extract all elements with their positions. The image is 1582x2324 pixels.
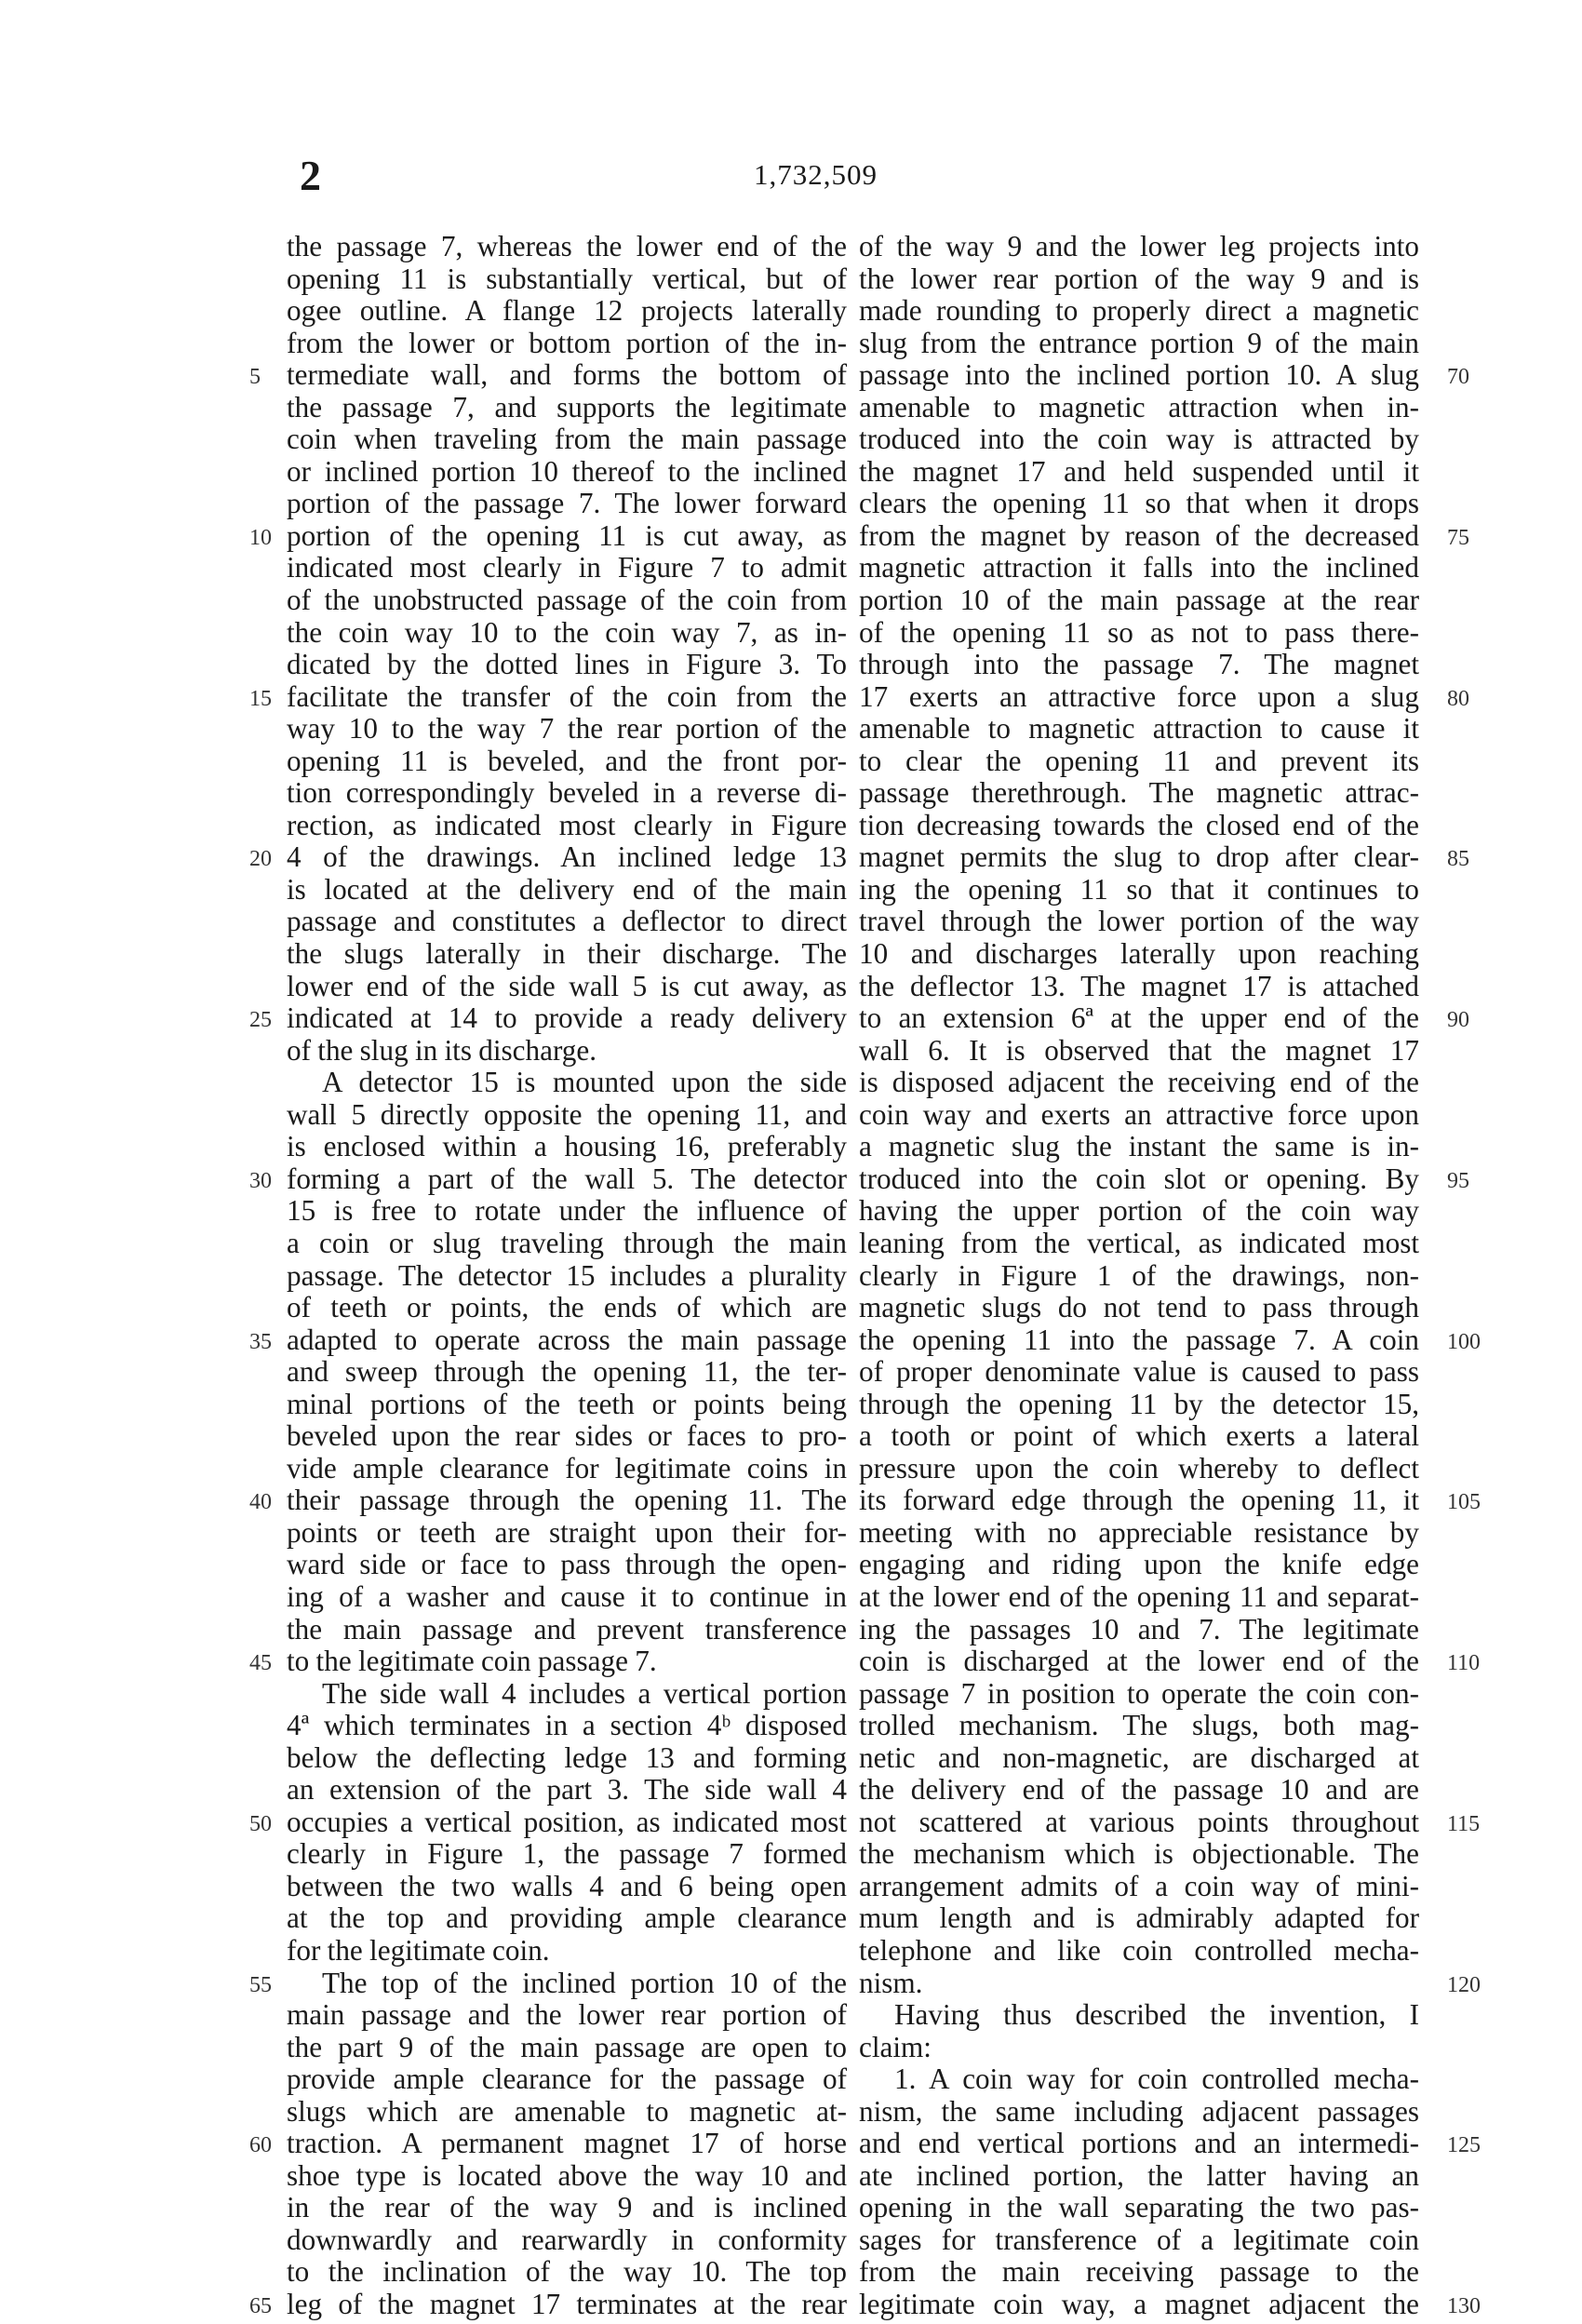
text-line: or inclined portion 10 thereof to the inclined (287, 454, 847, 488)
text-line: clearly in Figure 1, the passage 7 formed (287, 1837, 847, 1871)
margin-line-number: 5 (249, 365, 261, 390)
text-line: of the opening 11 so as not to pass there- (859, 615, 1419, 649)
margin-line-number: 85 (1447, 847, 1469, 872)
margin-line-number: 95 (1447, 1168, 1469, 1193)
text-line: way 10 to the way 7 the rear portion of the (287, 712, 847, 746)
text-line: termediate wall, and forms the bottom of (287, 358, 847, 392)
text-line: magnetic slugs do not tend to pass through (859, 1291, 1419, 1324)
text-line: tion correspondingly beveled in a reverse di- (287, 776, 847, 810)
margin-line-number: 90 (1447, 1008, 1469, 1033)
text-line: wall 5 directly opposite the opening 11, and (287, 1097, 847, 1131)
text-line: the lower rear portion of the way 9 and is (859, 262, 1419, 295)
text-line: 17 exerts an attractive force upon a slug (859, 679, 1419, 713)
text-line: to an extension 6ª at the upper end of the (859, 1001, 1419, 1035)
margin-line-number: 110 (1447, 1651, 1481, 1676)
text-line: magnetic attraction it falls into the inclined (859, 551, 1419, 584)
text-line: troduced into the coin way is attracted by (859, 423, 1419, 456)
text-line: coin when traveling from the main passage (287, 423, 847, 456)
text-line: the coin way 10 to the coin way 7, as in- (287, 615, 847, 649)
text-line: the passage 7, whereas the lower end of the (287, 230, 847, 262)
right-text-column (859, 231, 1419, 2321)
text-line: the deflector 13. The magnet 17 is attached (859, 969, 1419, 1002)
text-line: their passage through the opening 11. The (287, 1484, 847, 1517)
text-line: travel through the lower portion of the way (859, 905, 1419, 938)
margin-line-number: 15 (249, 686, 272, 711)
text-line: portion of the opening 11 is cut away, as (287, 518, 847, 552)
text-line: opening in the wall separating the two pas- (859, 2191, 1419, 2224)
text-line: engaging and riding upon the knife edge (859, 1548, 1419, 1581)
text-line: telephone and like coin controlled mecha- (859, 1933, 1419, 1967)
text-line: the passage 7, and supports the legitimate (287, 390, 847, 423)
margin-line-number: 100 (1447, 1329, 1481, 1354)
text-line: meeting with no appreciable resistance by (859, 1515, 1419, 1549)
text-line: the magnet 17 and held suspended until it (859, 454, 1419, 488)
text-line: beveled upon the rear sides or faces to pro- (287, 1419, 847, 1453)
text-line: a coin or slug traveling through the main (287, 1226, 847, 1259)
text-line: a magnetic slug the instant the same is in- (859, 1130, 1419, 1163)
text-line: provide ample clearance for the passage of (287, 2062, 847, 2096)
text-line: legitimate coin way, a magnet adjacent the (859, 2288, 1419, 2320)
text-line: traction. A permanent magnet 17 of horse (287, 2127, 847, 2160)
text-line: having the upper portion of the coin way (859, 1194, 1419, 1228)
text-line: its forward edge through the opening 11, it (859, 1484, 1419, 1517)
text-line: nism. (859, 1966, 923, 1999)
margin-line-number: 25 (249, 1008, 272, 1033)
text-line: between the two walls 4 and 6 being open (287, 1869, 847, 1902)
margin-line-number: 130 (1447, 2294, 1481, 2319)
text-line: the slugs laterally in their discharge. The (287, 937, 847, 971)
text-line: in the rear of the way 9 and is inclined (287, 2191, 847, 2224)
text-line: downwardly and rearwardly in conformity (287, 2223, 847, 2256)
text-line: the part 9 of the main passage are open to (287, 2030, 847, 2063)
text-line: the opening 11 into the passage 7. A coin (859, 1323, 1419, 1356)
text-line: the main passage and prevent transference (287, 1612, 847, 1646)
text-line: for the legitimate coin. (287, 1933, 550, 1967)
text-line: is enclosed within a housing 16, preferably (287, 1130, 847, 1163)
text-line: The top of the inclined portion 10 of the (322, 1966, 847, 1999)
text-line: passage into the inclined portion 10. A slug (859, 358, 1419, 392)
text-line: at the top and providing ample clearance (287, 1901, 847, 1935)
text-line: passage and constitutes a deflector to direct (287, 905, 847, 938)
text-line: facilitate the transfer of the coin from the (287, 679, 847, 713)
text-line: through into the passage 7. The magnet (859, 648, 1419, 681)
text-line: mum length and is admirably adapted for (859, 1901, 1419, 1935)
text-line: from the main receiving passage to the (859, 2255, 1419, 2289)
text-line: ing the opening 11 so that it continues to (859, 872, 1419, 906)
text-line: sages for transference of a legitimate coin (859, 2223, 1419, 2256)
text-line: below the deflecting ledge 13 and forming (287, 1740, 847, 1774)
margin-line-number: 50 (249, 1811, 272, 1836)
margin-line-number: 20 (249, 847, 272, 872)
text-line: tion decreasing towards the closed end of the (859, 808, 1419, 841)
text-line: portion 10 of the main passage at the rear (859, 584, 1419, 617)
text-line: amenable to magnetic attraction when in- (859, 390, 1419, 423)
text-line: ward side or face to pass through the open- (287, 1548, 847, 1581)
text-line: points or teeth are straight upon their for- (287, 1515, 847, 1549)
text-line: Having thus described the invention, I (894, 1998, 1419, 2032)
text-line: through the opening 11 by the detector 15, (859, 1387, 1419, 1420)
text-line: A detector 15 is mounted upon the side (322, 1066, 847, 1099)
text-line: of the slug in its discharge. (287, 1033, 597, 1067)
margin-line-number: 75 (1447, 525, 1469, 550)
margin-line-number: 105 (1447, 1490, 1481, 1515)
text-line: ogee outline. A flange 12 projects laterally (287, 294, 847, 328)
text-line: the delivery end of the passage 10 and are (859, 1773, 1419, 1807)
margin-line-number: 120 (1447, 1972, 1481, 1997)
text-line: 10 and discharges laterally upon reaching (859, 937, 1419, 971)
text-line: from the magnet by reason of the decreased (859, 518, 1419, 552)
text-line: occupies a vertical position, as indicated most (287, 1805, 847, 1838)
text-line: of proper denominate value is caused to pass (859, 1355, 1419, 1389)
text-line: amenable to magnetic attraction to cause it (859, 712, 1419, 746)
text-line: 4 of the drawings. An inclined ledge 13 (287, 840, 847, 874)
text-line: of teeth or points, the ends of which are (287, 1291, 847, 1324)
text-line: ing the passages 10 and 7. The legitimate (859, 1612, 1419, 1646)
text-line: rection, as indicated most clearly in Figure (287, 808, 847, 841)
text-line: vide ample clearance for legitimate coins in (287, 1451, 847, 1484)
text-line: trolled mechanism. The slugs, both mag- (859, 1709, 1419, 1742)
margin-line-number: 125 (1447, 2133, 1481, 2158)
text-line: not scattered at various points throughout (859, 1805, 1419, 1838)
text-line: leaning from the vertical, as indicated most (859, 1226, 1419, 1259)
text-line: ing of a washer and cause it to continue in (287, 1579, 847, 1613)
margin-line-number: 30 (249, 1168, 272, 1193)
text-line: to the legitimate coin passage 7. (287, 1645, 657, 1678)
text-line: of the unobstructed passage of the coin from (287, 584, 847, 617)
text-line: ate inclined portion, the latter having an (859, 2158, 1419, 2192)
margin-line-number: 70 (1447, 365, 1469, 390)
text-line: portion of the passage 7. The lower forward (287, 487, 847, 520)
text-line: indicated at 14 to provide a ready delivery (287, 1001, 847, 1035)
text-line: troduced into the coin slot or opening. By (859, 1162, 1419, 1195)
margin-line-number: 65 (249, 2294, 272, 2319)
text-line: opening 11 is beveled, and the front por- (287, 744, 847, 777)
margin-line-number: 115 (1447, 1811, 1481, 1836)
text-line: and end vertical portions and an intermedi- (859, 2127, 1419, 2160)
text-line: main passage and the lower rear portion of (287, 1998, 847, 2032)
text-line: clears the opening 11 so that when it drops (859, 487, 1419, 520)
text-line: of the way 9 and the lower leg projects into (859, 230, 1419, 262)
text-line: dicated by the dotted lines in Figure 3. To (287, 648, 847, 681)
margin-line-number: 40 (249, 1490, 272, 1515)
margin-line-number: 45 (249, 1651, 272, 1676)
text-line: pressure upon the coin whereby to deflect (859, 1451, 1419, 1484)
text-line: passage 7 in position to operate the coin con- (859, 1676, 1419, 1710)
text-line: an extension of the part 3. The side wall 4 (287, 1773, 847, 1807)
text-line: adapted to operate across the main passage (287, 1323, 847, 1356)
text-line: wall 6. It is observed that the magnet 17 (859, 1033, 1419, 1067)
text-line: is disposed adjacent the receiving end of the (859, 1066, 1419, 1099)
text-line: slugs which are amenable to magnetic at- (287, 2094, 847, 2128)
text-line: magnet permits the slug to drop after clear- (859, 840, 1419, 874)
text-line: is located at the delivery end of the main (287, 872, 847, 906)
text-line: clearly in Figure 1 of the drawings, non- (859, 1258, 1419, 1292)
page-number: 2 (300, 152, 321, 199)
text-line: lower end of the side wall 5 is cut away, as (287, 969, 847, 1002)
text-line: 15 is free to rotate under the influence of (287, 1194, 847, 1228)
margin-line-number: 60 (249, 2133, 272, 2158)
text-line: 4ª which terminates in a section 4ᵇ disposed (287, 1709, 847, 1742)
text-line: forming a part of the wall 5. The detector (287, 1162, 847, 1195)
text-line: to the inclination of the way 10. The top (287, 2255, 847, 2289)
text-line: opening 11 is substantially vertical, but of (287, 262, 847, 295)
text-line: leg of the magnet 17 terminates at the rear (287, 2288, 847, 2320)
patent-number: 1,732,509 (754, 158, 878, 191)
left-text-column (287, 231, 847, 2321)
text-line: from the lower or bottom portion of the in- (287, 326, 847, 359)
text-line: and sweep through the opening 11, the ter- (287, 1355, 847, 1389)
text-line: at the lower end of the opening 11 and separat- (859, 1579, 1419, 1613)
text-line: to clear the opening 11 and prevent its (859, 744, 1419, 777)
text-line: shoe type is located above the way 10 and (287, 2158, 847, 2192)
text-line: the mechanism which is objectionable. The (859, 1837, 1419, 1871)
text-line: 1. A coin way for coin controlled mecha- (894, 2062, 1419, 2096)
margin-line-number: 35 (249, 1329, 272, 1354)
text-line: claim: (859, 2030, 932, 2063)
text-line: netic and non-magnetic, are discharged at (859, 1740, 1419, 1774)
text-line: a tooth or point of which exerts a lateral (859, 1419, 1419, 1453)
text-line: coin is discharged at the lower end of the (859, 1645, 1419, 1678)
text-line: passage therethrough. The magnetic attrac- (859, 776, 1419, 810)
margin-line-number: 10 (249, 525, 272, 550)
text-line: slug from the entrance portion 9 of the main (859, 326, 1419, 359)
text-line: nism, the same including adjacent passages (859, 2094, 1419, 2128)
text-line: coin way and exerts an attractive force upon (859, 1097, 1419, 1131)
margin-line-number: 80 (1447, 686, 1469, 711)
text-line: The side wall 4 includes a vertical portion (322, 1676, 847, 1710)
text-line: arrangement admits of a coin way of mini- (859, 1869, 1419, 1902)
text-line: minal portions of the teeth or points being (287, 1387, 847, 1420)
text-line: made rounding to properly direct a magnetic (859, 294, 1419, 328)
text-line: indicated most clearly in Figure 7 to admit (287, 551, 847, 584)
margin-line-number: 55 (249, 1972, 272, 1997)
text-line: passage. The detector 15 includes a plurality (287, 1258, 847, 1292)
